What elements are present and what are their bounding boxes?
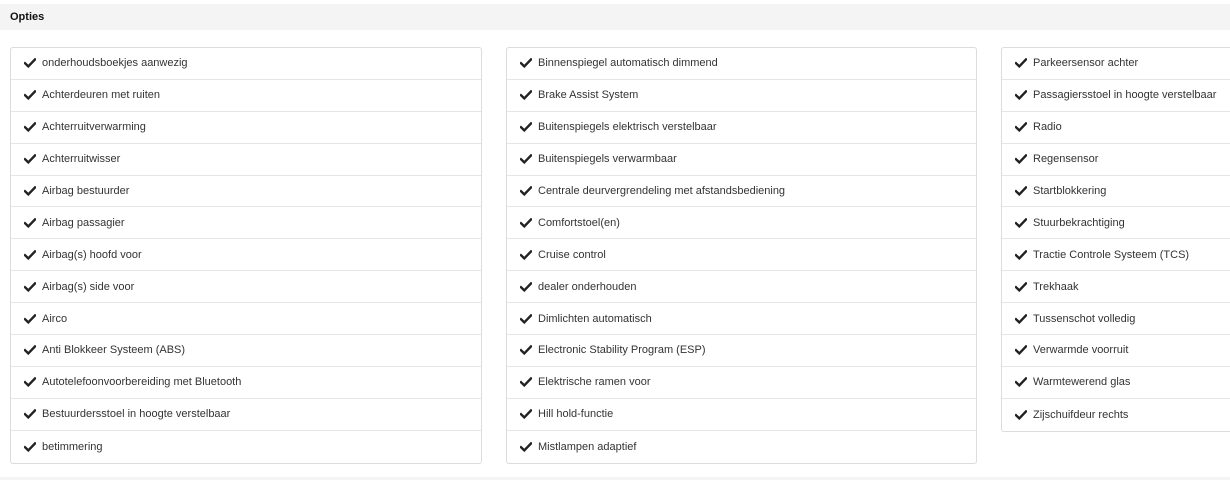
option-label: Airbag(s) hoofd voor [42,248,142,261]
option-item [507,144,976,176]
option-label: Stuurbekrachtiging [1033,216,1125,229]
option-label: Startblokkering [1033,185,1107,197]
checkmark-icon [1014,313,1028,325]
checkmark-icon [23,313,37,325]
option-item [507,80,976,112]
checkmark-icon [1014,57,1028,69]
option-label: onderhoudsboekjes aanwezig [42,57,188,70]
option-label: Achterdeuren met ruiten [42,89,161,102]
option-label: Comfortstoel(en) [538,216,620,229]
option-label: Trekhaak [1033,280,1079,293]
checkmark-icon [519,217,533,229]
option-item [507,239,976,271]
option-item [507,335,976,367]
checkmark-icon [1014,121,1028,133]
option-item [1002,48,1230,80]
checkmark-icon [519,344,533,356]
option-label: Passagiersstoel in hoogte verstelbaar [1033,89,1217,102]
checkmark-icon [1014,217,1028,229]
checkmark-icon [23,376,37,388]
checkmark-icon [23,217,37,229]
checkmark-icon [23,57,37,69]
option-label: Anti Blokkeer Systeem (ABS) [42,344,186,357]
checkmark-icon [1014,249,1028,261]
option-item [507,176,976,208]
option-item [507,399,976,431]
checkmark-icon [23,185,37,197]
option-label: Airbag bestuurder [42,185,130,197]
option-label: Tractie Controle Systeem (TCS) [1033,248,1190,261]
option-label: Achterruitverwarming [42,121,146,134]
checkmark-icon [23,121,37,133]
options-column-3 [1001,47,1230,432]
option-label: Binnenspiegel automatisch dimmend [538,57,718,70]
option-label: Regensensor [1033,153,1099,166]
checkmark-icon [1014,89,1028,101]
option-item [1002,303,1230,335]
checkmark-icon [23,89,37,101]
option-label: Autotelefoonvoorbereiding met Bluetooth [42,376,242,389]
option-item [11,239,481,271]
option-label: Centrale deurvergrendeling met afstandsbediening [538,185,786,197]
option-item [1002,239,1230,271]
options-header [0,4,1230,30]
checkmark-icon [519,57,533,69]
option-label: Warmtewerend glas [1033,376,1131,389]
option-item [11,303,481,335]
options-column-1 [10,47,482,464]
checkmark-icon [23,441,37,453]
checkmark-icon [519,281,533,293]
option-label: dealer onderhouden [538,280,637,293]
option-label: Cruise control [538,248,606,261]
options-column-2 [506,47,977,464]
option-label: Tussenschot volledig [1033,312,1136,325]
section-title: Opties [10,11,45,23]
option-label: Bestuurdersstoel in hoogte verstelbaar [42,408,231,421]
option-item [507,271,976,303]
checkmark-icon [23,153,37,165]
option-item [1002,335,1230,367]
option-label: Radio [1033,121,1062,134]
option-item [507,112,976,144]
option-item [507,367,976,399]
option-label: Airbag passagier [42,216,125,229]
option-label: Zijschuifdeur rechts [1033,408,1129,421]
option-item [11,431,481,463]
option-label: Airbag(s) side voor [42,280,135,293]
checkmark-icon [519,153,533,165]
option-item [11,48,481,80]
option-item [11,367,481,399]
checkmark-icon [519,313,533,325]
checkmark-icon [519,376,533,388]
checkmark-icon [519,249,533,261]
checkmark-icon [1014,344,1028,356]
option-label: Brake Assist System [538,89,639,102]
option-item [11,80,481,112]
checkmark-icon [519,185,533,197]
option-label: Verwarmde voorruit [1033,344,1129,357]
option-label: Electronic Stability Program (ESP) [538,344,706,357]
option-item [507,431,976,463]
option-item [1002,367,1230,399]
option-item [1002,271,1230,303]
option-label: Parkeersensor achter [1033,57,1139,70]
checkmark-icon [1014,185,1028,197]
option-item [11,335,481,367]
checkmark-icon [23,249,37,261]
option-item [11,112,481,144]
option-label: betimmering [42,440,103,453]
option-label: Airco [42,312,68,325]
checkmark-icon [1014,281,1028,293]
option-item [11,399,481,431]
option-item [1002,399,1230,431]
checkmark-icon [519,408,533,420]
option-label: Elektrische ramen voor [538,376,651,389]
option-item [1002,112,1230,144]
checkmark-icon [1014,153,1028,165]
option-item [507,207,976,239]
checkmark-icon [23,281,37,293]
option-label: Hill hold-functie [538,408,614,421]
option-label: Dimlichten automatisch [538,312,652,325]
option-item [507,48,976,80]
checkmark-icon [1014,409,1028,421]
checkmark-icon [519,441,533,453]
checkmark-icon [519,89,533,101]
option-label: Buitenspiegels elektrisch verstelbaar [538,121,717,134]
option-label: Buitenspiegels verwarmbaar [538,153,677,166]
option-item [11,176,481,208]
option-item [1002,207,1230,239]
option-label: Achterruitwisser [42,153,121,166]
checkmark-icon [23,344,37,356]
option-item [11,207,481,239]
option-item [1002,176,1230,208]
option-item [507,303,976,335]
option-item [1002,144,1230,176]
option-item [1002,80,1230,112]
checkmark-icon [23,408,37,420]
checkmark-icon [519,121,533,133]
option-item [11,144,481,176]
option-label: Mistlampen adaptief [538,440,637,453]
checkmark-icon [1014,376,1028,388]
option-item [11,271,481,303]
